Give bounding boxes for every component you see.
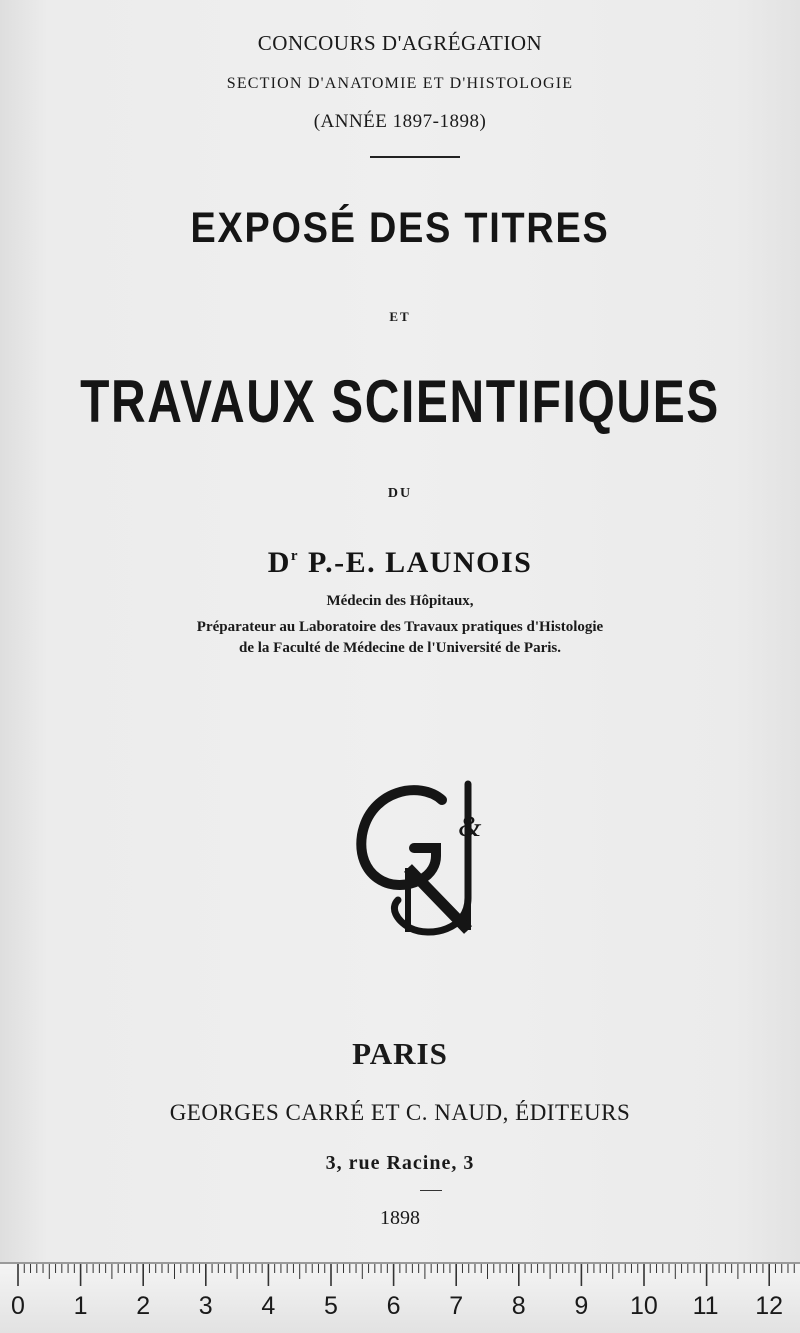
imprint-city: PARIS	[352, 1036, 448, 1071]
ruler-label: 2	[136, 1292, 151, 1320]
main-title-line2: TRAVAUX SCIENTIFIQUES	[80, 368, 720, 435]
ruler-label: 4	[261, 1292, 276, 1320]
ruler-ticks	[0, 1264, 800, 1294]
ruler-label: 3	[198, 1292, 213, 1320]
main-title-line1: EXPOSÉ DES TITRES	[190, 204, 610, 252]
ruler-label: 0	[11, 1292, 25, 1320]
section-subtitle: SECTION D'ANATOMIE ET D'HISTOLOGIE	[226, 75, 574, 92]
author-role-1: Médecin des Hôpitaux,	[326, 593, 474, 609]
ruler-label: 6	[386, 1292, 401, 1320]
ruler-label: 11	[692, 1292, 719, 1320]
ruler-label: 7	[449, 1292, 464, 1320]
publisher-monogram-icon	[350, 780, 500, 940]
author-role-3: de la Faculté de Médecine de l'Université de Paris.	[238, 640, 562, 656]
svg-text:&: &	[458, 810, 482, 843]
measurement-ruler	[0, 1262, 800, 1333]
divider-rule-small	[420, 1190, 442, 1191]
ruler-label: 12	[755, 1292, 783, 1320]
author-prefix-sup: r	[290, 548, 300, 564]
ruler-label: 8	[511, 1292, 526, 1320]
author-fullname: P.-E. LAUNOIS	[308, 546, 533, 579]
divider-rule	[370, 156, 460, 158]
author-name	[0, 546, 800, 580]
ruler-label: 5	[324, 1292, 338, 1320]
author-role-2: Préparateur au Laboratoire des Travaux pratiques d'Histologie	[196, 619, 604, 635]
title-du: DU	[387, 486, 413, 501]
imprint-year: 1898	[380, 1207, 420, 1229]
title-connector: ET	[389, 309, 411, 324]
year-range: (ANNÉE 1897-1898)	[313, 111, 487, 132]
ruler-label: 9	[574, 1292, 589, 1320]
author-prefix: D	[267, 546, 291, 579]
ruler-label: 10	[630, 1292, 658, 1320]
imprint-publisher: GEORGES CARRÉ ET C. NAUD, ÉDITEURS	[169, 1100, 631, 1125]
ruler-label: 1	[73, 1292, 88, 1320]
competition-title: CONCOURS D'AGRÉGATION	[257, 31, 543, 55]
imprint-address: 3, rue Racine, 3	[325, 1152, 475, 1174]
